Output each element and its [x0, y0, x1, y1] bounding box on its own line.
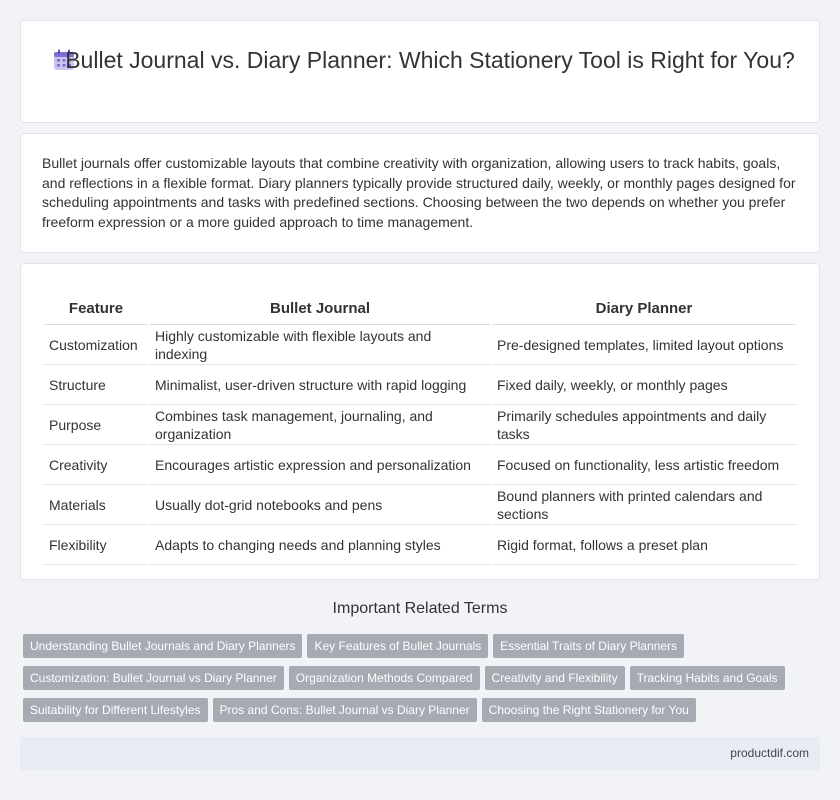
related-tag[interactable]: Essential Traits of Diary Planners	[493, 634, 684, 658]
related-terms-title: Important Related Terms	[332, 600, 508, 617]
related-tag[interactable]: Tracking Habits and Goals	[630, 666, 785, 690]
table-row	[44, 445, 796, 485]
footer	[20, 737, 820, 770]
related-tag[interactable]: Suitability for Different Lifestyles	[23, 698, 208, 722]
related-tag[interactable]: Choosing the Right Stationery for You	[482, 698, 696, 722]
related-tags	[23, 634, 823, 730]
feature-cell: Materials	[44, 485, 148, 525]
related-tag[interactable]: Creativity and Flexibility	[485, 666, 625, 690]
intro-card	[20, 133, 820, 253]
table-row	[44, 405, 796, 445]
bullet-journal-cell: Encourages artistic expression and personalization	[150, 445, 490, 485]
feature-cell: Flexibility	[44, 525, 148, 565]
diary-planner-cell: Pre-designed templates, limited layout options	[492, 325, 796, 365]
table-row	[44, 365, 796, 405]
feature-cell: Purpose	[44, 405, 148, 445]
bullet-journal-cell: Adapts to changing needs and planning styles	[150, 525, 490, 565]
related-tag[interactable]: Organization Methods Compared	[289, 666, 480, 690]
comparison-card	[20, 263, 820, 580]
diary-planner-cell: Focused on functionality, less artistic freedom	[492, 445, 796, 485]
related-tag[interactable]: Key Features of Bullet Journals	[307, 634, 488, 658]
feature-cell: Creativity	[44, 445, 148, 485]
diary-planner-cell: Bound planners with printed calendars and sections	[492, 485, 796, 525]
header-diary-planner: Diary Planner	[492, 292, 796, 325]
table-row	[44, 325, 796, 365]
feature-cell: Customization	[44, 325, 148, 365]
header-bullet-journal: Bullet Journal	[150, 292, 490, 325]
header-feature: Feature	[44, 292, 148, 325]
bullet-journal-cell: Usually dot-grid notebooks and pens	[150, 485, 490, 525]
diary-planner-cell: Rigid format, follows a preset plan	[492, 525, 796, 565]
table-header-row	[44, 292, 796, 325]
footer-site-link[interactable]: productdif.com	[730, 746, 809, 760]
comparison-table	[42, 292, 798, 565]
table-row	[44, 525, 796, 565]
bullet-journal-cell: Minimalist, user-driven structure with rapid logging	[150, 365, 490, 405]
page-title: Bullet Journal vs. Diary Planner: Which Stationery Tool is Right for You?	[65, 47, 795, 73]
related-tag[interactable]: Pros and Cons: Bullet Journal vs Diary Planner	[213, 698, 477, 722]
diary-planner-cell: Primarily schedules appointments and daily tasks	[492, 405, 796, 445]
bullet-journal-cell: Combines task management, journaling, and organization	[150, 405, 490, 445]
related-tag[interactable]: Customization: Bullet Journal vs Diary Planner	[23, 666, 284, 690]
table-row	[44, 485, 796, 525]
bullet-journal-cell: Highly customizable with flexible layouts and indexing	[150, 325, 490, 365]
related-tag[interactable]: Understanding Bullet Journals and Diary Planners	[23, 634, 302, 658]
diary-planner-cell: Fixed daily, weekly, or monthly pages	[492, 365, 796, 405]
header-card	[20, 20, 820, 123]
feature-cell: Structure	[44, 365, 148, 405]
intro-paragraph: Bullet journals offer customizable layouts that combine creativity with organization, allowing users to track habits, goals, and reflections in a flexible format. Diary planners typically provide structured daily, weekly, or monthly pages designed for scheduling appointments and tasks with predefined sections. Choosing between the two depends on whether you prefer freeform expression or a more guided approach to time management.	[42, 155, 796, 230]
